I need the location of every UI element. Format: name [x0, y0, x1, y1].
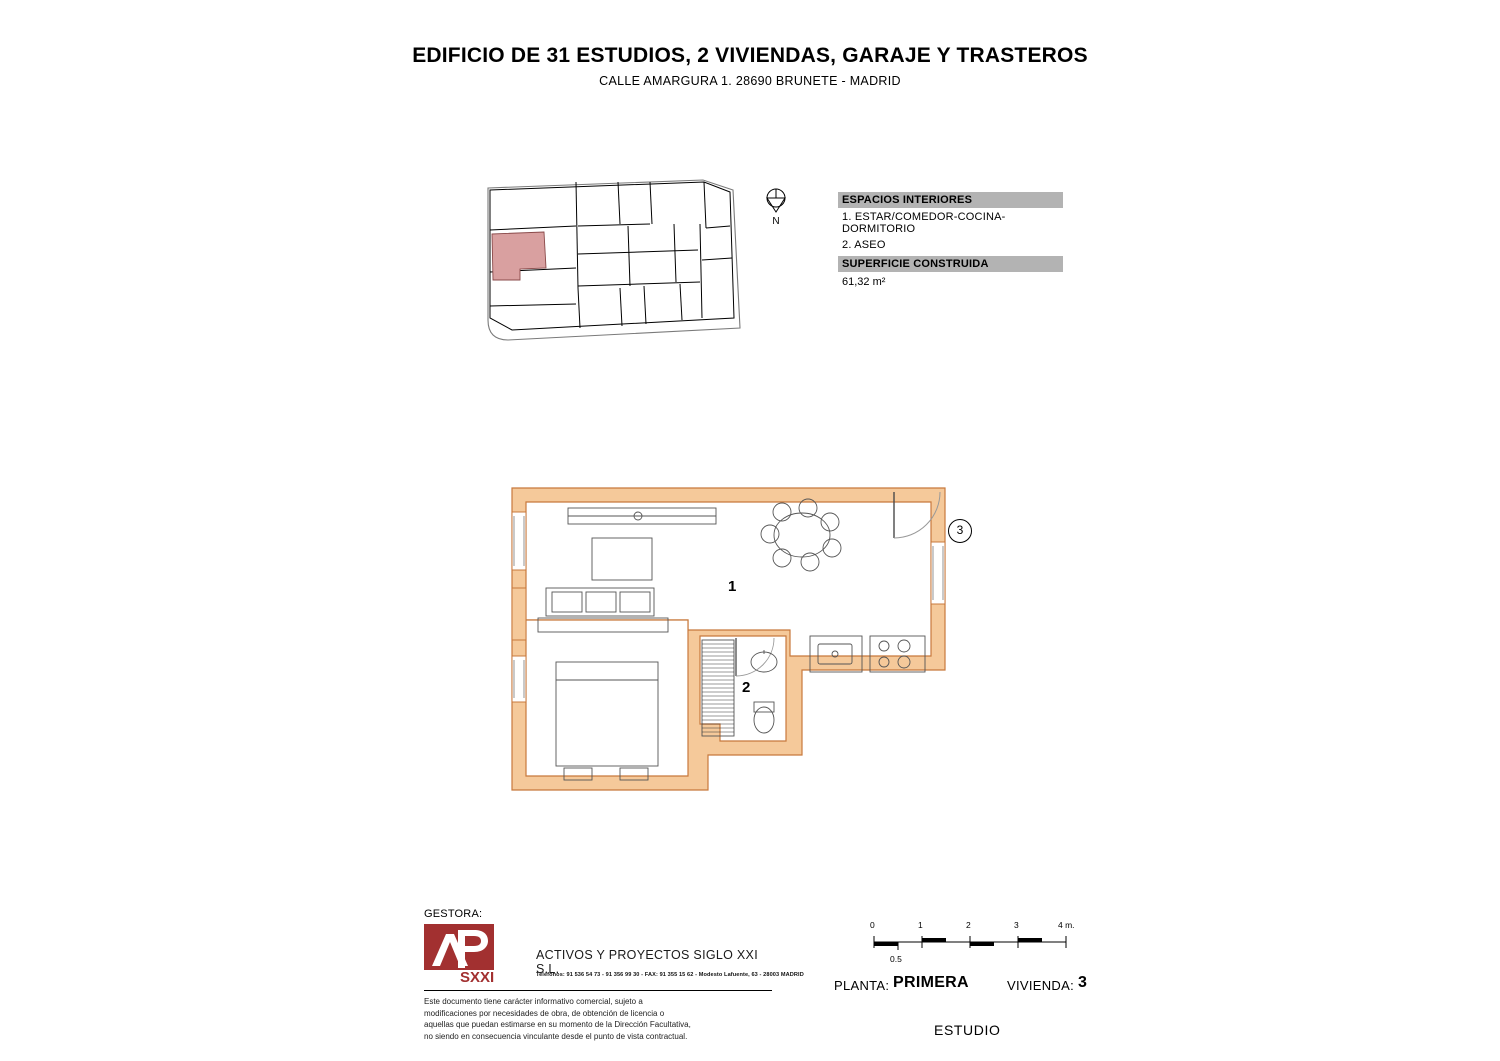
- apsxxi-logo-icon: [424, 924, 526, 986]
- svg-text:SXXI: SXXI: [460, 969, 495, 986]
- room-label-2: 2: [742, 679, 751, 696]
- scale-tick-1: 1: [918, 920, 923, 930]
- legal-disclaimer: Este documento tiene carácter informativo comercial, sujeto a modificaciones por necesidades de obra, de obtención de licencia o aquellas que puedan estimarse en su momento de la Dirección Facultativa, no siendo en consecuencia vinculante desde el punto de vista contractual.: [424, 997, 691, 1041]
- legend-interior-header: ESPACIOS INTERIORES: [838, 192, 1063, 208]
- company-contact: Teléfonos: 91 536 54 73 - 91 356 99 30 - FAX: 91 355 15 62 - Modesto Lafuente, 63 - 28003 MADRID: [536, 972, 804, 978]
- entrance-tag: 3: [948, 519, 972, 543]
- gestora-label: GESTORA:: [424, 908, 483, 920]
- scale-tick-0: 0: [870, 920, 875, 930]
- company-logo: [424, 924, 804, 986]
- legend-area-header: SUPERFICIE CONSTRUIDA: [838, 256, 1063, 272]
- north-arrow-icon: [758, 188, 794, 238]
- footer-divider: [424, 990, 772, 991]
- tipo-value: ESTUDIO: [934, 1022, 1001, 1038]
- page-subtitle: CALLE AMARGURA 1. 28690 BRUNETE - MADRID: [599, 74, 901, 88]
- company-name: ACTIVOS Y PROYECTOS SIGLO XXI S.L.: [536, 948, 758, 976]
- legend-item-2: 2. ASEO: [842, 239, 886, 251]
- legend-area-value: 61,32 m²: [842, 276, 886, 288]
- planta-value: PRIMERA: [893, 974, 969, 991]
- apartment-floor-plan: [490, 470, 990, 815]
- planta-label: PLANTA:: [834, 978, 890, 993]
- room-label-1: 1: [728, 578, 737, 595]
- footer-block: [424, 908, 804, 1053]
- legend-panel: [838, 192, 1063, 288]
- scale-bar: [866, 920, 1086, 970]
- key-plan-diagram: [468, 168, 758, 348]
- vivienda-label: VIVIENDA:: [1007, 978, 1074, 993]
- page-title: EDIFICIO DE 31 ESTUDIOS, 2 VIVIENDAS, GARAJE Y TRASTEROS: [412, 44, 1088, 67]
- scale-tick-2: 2: [966, 920, 971, 930]
- scale-tick-4: 4 m.: [1058, 920, 1075, 930]
- legend-item-1: 1. ESTAR/COMEDOR-COCINA-DORMITORIO: [842, 211, 1006, 235]
- north-label: N: [772, 216, 780, 227]
- scale-half-tick: 0.5: [890, 954, 902, 964]
- vivienda-value: 3: [1078, 974, 1087, 991]
- scale-tick-3: 3: [1014, 920, 1019, 930]
